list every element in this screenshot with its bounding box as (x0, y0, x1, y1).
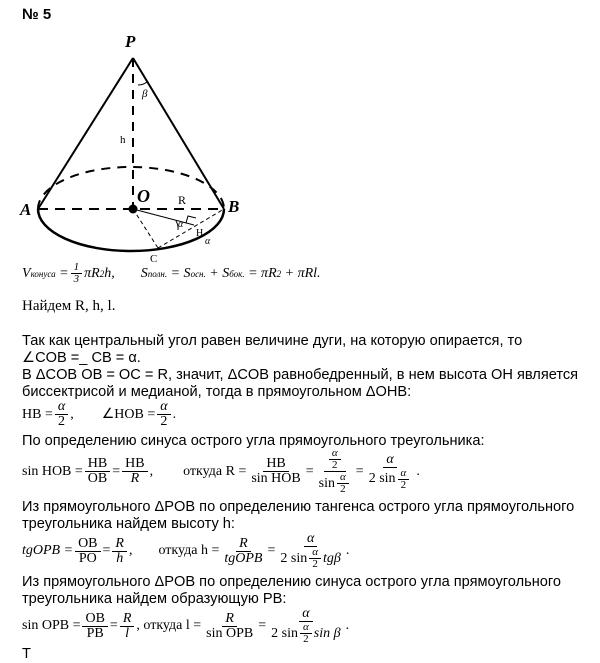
label-beta: β (142, 88, 148, 100)
find-line: Найдем R, h, l. (22, 298, 116, 314)
volume-surface-formulas: V конуса = $\frac{1}{3}$ πR 2 h, S полн. = S осн. + S бок. = πR 2 + πRl. (22, 261, 321, 285)
problem-number: № 5 (22, 6, 52, 23)
tg-opb-equation: tgOPB = $\frac{OB}{PO}$ = $\frac{R}{h}$ , откуда h = $\frac{R}{\text{tgOPB}}$ = α 2 sin $\frac{\alpha}{2}$ tgβ . (22, 531, 350, 570)
text-line-10: Т (22, 646, 31, 662)
label-a: A (20, 200, 32, 219)
right-angle-mark (186, 216, 196, 223)
text-line-8: Из прямоугольного ΔPOB по определению синуса острого угла прямоугольного (22, 574, 562, 590)
text-line-3: В ΔCOB OB = OC = R, значит, ΔCOB равнобедренный, в нем высота OH является (22, 367, 579, 383)
text-line-1: Так как центральный угол равен величине дуги, на которую опирается, то (22, 333, 523, 349)
label-p: P (125, 32, 136, 51)
label-h: h (120, 134, 126, 146)
label-alpha-arc: α (205, 236, 211, 247)
text-line-2: ∠COB =_ CB = α. (22, 350, 141, 366)
label-alpha-inner: α (178, 219, 184, 230)
text-line-6: Из прямоугольного ΔPOB по определению тангенса острого угла прямоугольного (22, 499, 575, 515)
sin-opb-equation: sin OPB = $\frac{OB}{PB}$ = $\frac{R}{l}$ , откуда l = $\frac{R}{\text{sin OPB}}$ = α 2 sin $\frac{\alpha}{2}$ sin β . (22, 606, 350, 645)
text-line-4: биссектрисой и медианой, тогда в прямоугольном ΔOHB: (22, 384, 412, 400)
label-c: C (150, 253, 158, 265)
base-back-arc (38, 167, 224, 209)
label-h-point: H (196, 228, 204, 239)
label-o: O (137, 186, 150, 206)
generatrix-pa (38, 58, 133, 209)
sin-hob-equation: sin HOB = $\frac{HB}{OB}$ = $\frac{HB}{R}$ , откуда R = $\frac{HB}{\text{sin HOB}}$ = $\frac{\alpha}{2}$ sin $\frac{\alpha}{2}$ = α 2 sin $\frac{\alpha}{2}$ . (22, 447, 420, 495)
cone-figure (0, 25, 260, 265)
text-line-7: треугольника найдем высоту h: (22, 516, 235, 532)
label-b: B (228, 197, 240, 216)
hb-hob-equation: HB = $\frac{\alpha}{2}$ , ∠HOB = $\frac{\alpha}{2}$ . (22, 399, 177, 429)
text-line-9: треугольника найдем образующую PB: (22, 591, 287, 607)
text-line-5: По определению синуса острого угла прямоугольного треугольника: (22, 433, 485, 449)
label-r: R (178, 193, 187, 207)
